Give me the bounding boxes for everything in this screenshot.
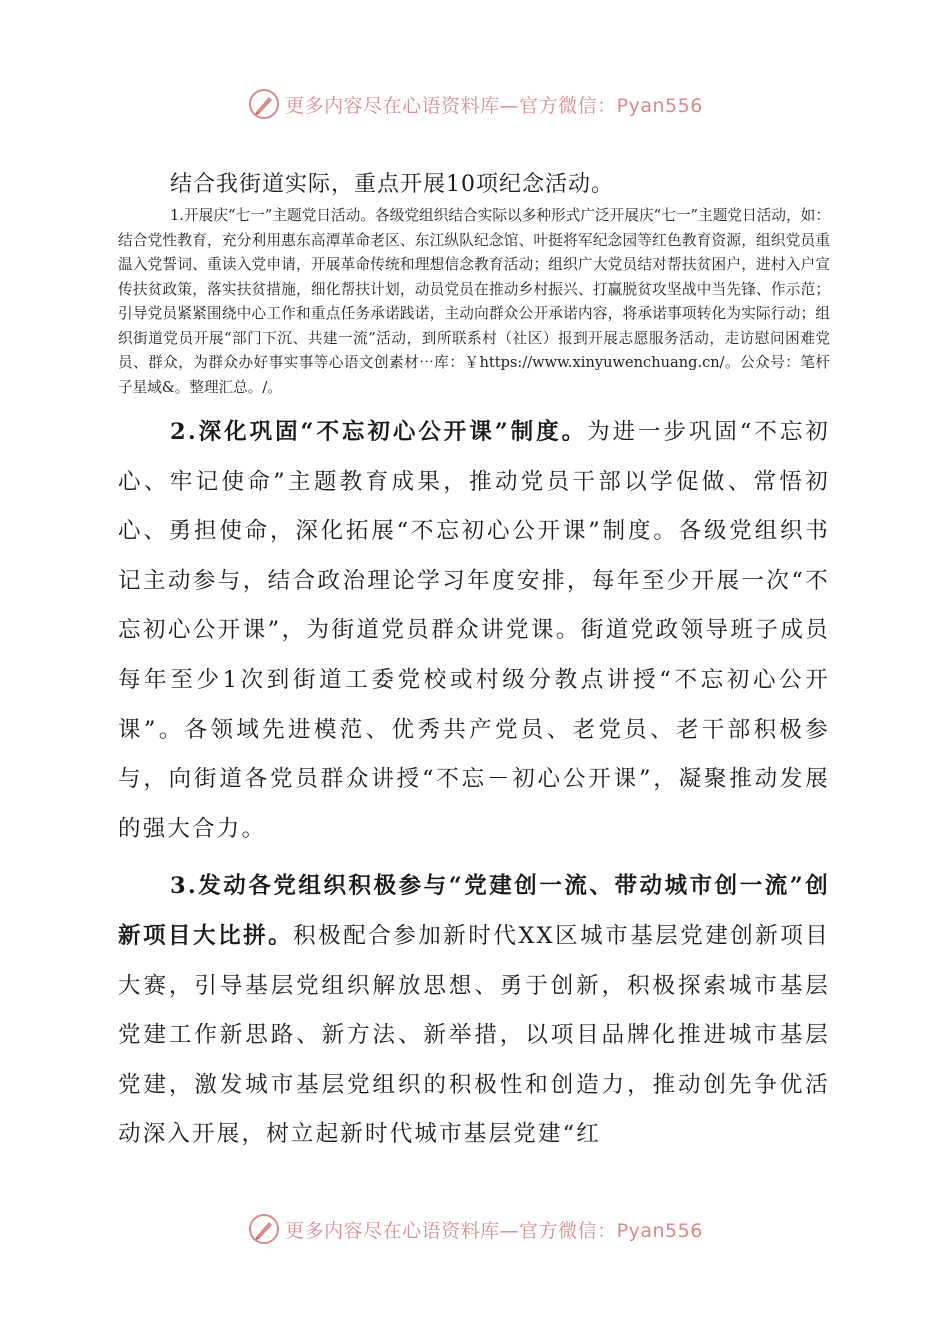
watermark-text: 更多内容尽在心语资料库—官方微信：Pyan556 (285, 1219, 703, 1242)
item-3-body: 积极配合参加新时代XX区城市基层党建创新项目大赛，引导基层党组织解放思想、勇于创新，积极探索城市基层党建工作新思路、新方法、新举措，以项目品牌化推进城市基层党建，激发城市基层党组织的积极性和创造力，推动创先争优活动深入开展，树立起新时代城市基层党建“红 (118, 922, 831, 1148)
pen-logo-icon (247, 87, 281, 121)
item-3-paragraph (118, 862, 830, 1160)
item-3-title: 3.发动各党组织积极参与“党建创一流、带动城市创一流”创新项目大比拼。 (118, 873, 830, 949)
watermark-banner-top (0, 86, 950, 122)
lead-sentence: 结合我街道实际，重点开展10项纪念活动。 (170, 172, 614, 197)
item-2-title: 2.深化巩固“不忘初心公开课”制度。 (170, 419, 588, 445)
watermark-banner-bottom (0, 1211, 950, 1247)
watermark-text: 更多内容尽在心语资料库—官方微信：Pyan556 (285, 94, 703, 117)
item-1-paragraph: 1.开展庆“七一”主题党日活动。各级党组织结合实际以多种形式广泛开展庆“七一”主题党日活动，如：结合党性教育，充分利用惠东高潭革命老区、东江纵队纪念馆、叶挺将军纪念园等红色教育资源，组织党员重温入党誓词、重读入党申请，开展革命传统和理想信念教育活动；组织广大党员结对帮扶贫困户，进村入户宣传扶贫政策，落实扶贫措施，细化帮扶计划，动员党员在推动乡村振兴、打赢脱贫攻坚战中当先锋、作示范；引导党员紧紧围绕中心工作和重点任务承诺践诺，主动向群众公开承诺内容，将承诺事项转化为实际行动；组织街道党员开展“部门下沉、共建一流”活动，到所联系村（社区）报到开展志愿服务活动，走访慰问困难党员、群众，为群众办好事实事等心语文创素材⋯库：￥https://www.xinyuwenchuang.cn/。公众号：笔杆子星域&。整理汇总。/。 (118, 207, 830, 396)
item-2-paragraph (118, 408, 830, 854)
document-body (118, 168, 830, 1160)
pen-logo-icon (247, 1212, 281, 1246)
item-2-body: 为进一步巩固“不忘初心、牢记使命”主题教育成果，推动党员干部以学促做、常悟初心、勇担使命，深化拓展“不忘初心公开课”制度。各级党组织书记主动参与，结合政治理论学习年度安排，每年至少开展一次“不忘初心公开课”，为街道党员群众讲党课。街道党政领导班子成员每年至少1次到街道工委党校或村级分教点讲授“不忘初心公开课”。各领域先进模范、优秀共产党员、老党员、老干部积极参与，向街道各党员群众讲授“不忘－初心公开课”，凝聚推动发展的强大合力。 (118, 419, 830, 842)
